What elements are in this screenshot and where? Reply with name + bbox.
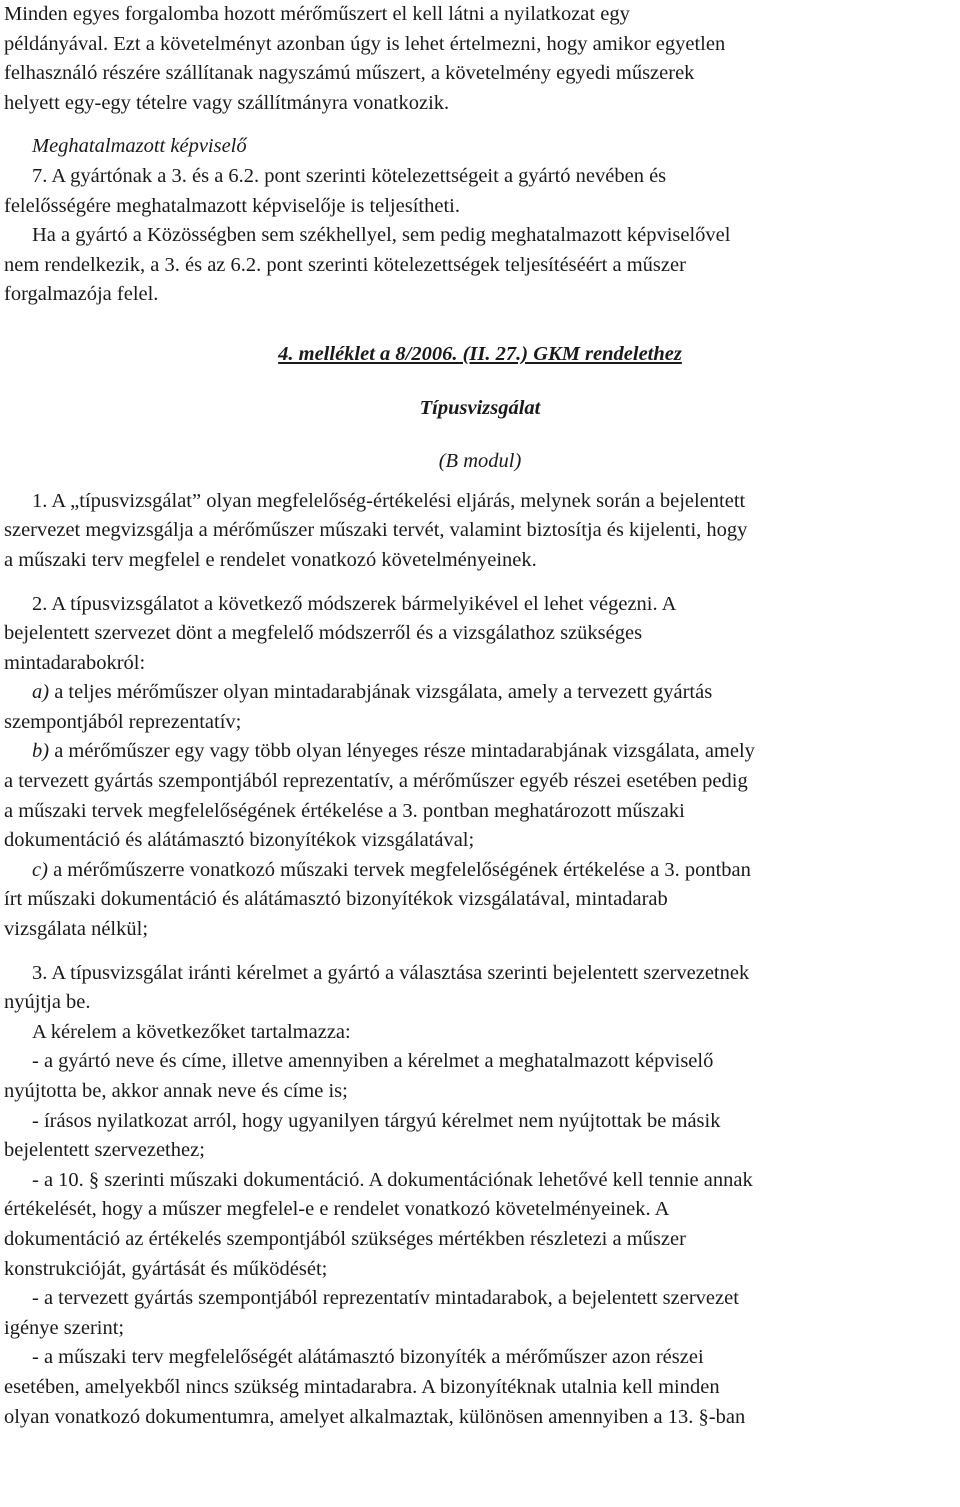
text-line: esetében, amelyekből nincs szükség mintadarabra. A bizonyítéknak utalnia kell minden (4, 1375, 720, 1398)
section-heading-representative: Meghatalmazott képviselő (32, 135, 247, 158)
list-item: - a műszaki terv megfelelőségét alátámasztó bizonyíték a mérőműszer azon részei (32, 1346, 704, 1369)
text-line: írt műszaki dokumentáció és alátámasztó bizonyítékok vizsgálatával, mintadarab (4, 888, 668, 911)
item-marker-c: c) (32, 858, 48, 881)
text-line: nem rendelkezik, a 3. és az 6.2. pont szerinti kötelezettségek teljesítéséért a műszer (4, 253, 686, 276)
text-line: példányával. Ezt a követelményt azonban úgy is lehet értelmezni, hogy amikor egyetlen (4, 32, 726, 55)
text-line: Minden egyes forgalomba hozott mérőműszert el kell látni a nyilatkozat egy (4, 3, 630, 25)
text-line: nyújtja be. (4, 991, 91, 1014)
text-line: Ha a gyártó a Közösségben sem székhellyel, sem pedig meghatalmazott képviselővel (32, 224, 731, 247)
text-line: bejelentett szervezethez; (4, 1139, 205, 1162)
list-item: - a 10. § szerinti műszaki dokumentáció. A dokumentációnak lehetővé kell tennie annak (32, 1168, 753, 1191)
document-page (4, 0, 956, 1432)
list-item-c (4, 856, 956, 886)
text-line: igénye szerint; (4, 1316, 125, 1339)
text-line: dokumentáció az értékelés szempontjából szükséges mértékben részletezi a műszer (4, 1227, 686, 1250)
list-item-a (4, 678, 956, 708)
text-line: felhasználó részére szállítanak nagyszámú műszert, a követelmény egyedi műszerek (4, 62, 695, 85)
text-line: bejelentett szervezet dönt a megfelelő módszerről és a vizsgálathoz szükséges (4, 622, 643, 645)
text-line: forgalmazója felel. (4, 283, 159, 306)
list-item: - a gyártó neve és címe, illetve amennyiben a kérelmet a meghatalmazott képviselő (32, 1050, 714, 1073)
text-line: szervezet megvizsgálja a mérőműszer műszaki tervét, valamint biztosítja és kijelenti, hogy (4, 519, 748, 542)
text-line: felelősségére meghatalmazott képviselője is teljesítheti. (4, 194, 460, 217)
text-line: 1. A „típusvizsgálat” olyan megfelelőség-értékelési eljárás, melynek során a bejelentett (32, 489, 746, 512)
text-line: olyan vonatkozó dokumentumra, amelyet alkalmaztak, különösen amennyiben a 13. §-ban (4, 1405, 746, 1428)
representative-section (4, 132, 956, 310)
text-line: A kérelem a következőket tartalmazza: (32, 1020, 351, 1043)
section-subtitle: (B modul) (438, 450, 522, 473)
paragraph-2 (4, 590, 956, 945)
text-line: konstrukcióját, gyártását és működését; (4, 1257, 328, 1280)
item-marker-a: a) (32, 681, 50, 704)
text-line: 3. A típusvizsgálat iránti kérelmet a gyártó a választása szerinti bejelentett szervezetnek (32, 961, 750, 984)
text-line: nyújtotta be, akkor annak neve és címe is; (4, 1080, 348, 1102)
list-item-b (4, 737, 956, 767)
text-line: mintadarabokról: (4, 651, 146, 674)
text-line: vizsgálata nélkül; (4, 918, 149, 941)
text-line: a tervezett gyártás szempontjából reprezentatív, a mérőműszer egyéb részei esetében pedig (4, 770, 748, 793)
item-text: a mérőműszerre vonatkozó műszaki tervek megfelelőségének értékelése a 3. pontban (47, 858, 751, 881)
text-line: dokumentáció és alátámasztó bizonyítékok vizsgálatával; (4, 829, 475, 852)
text-line: helyett egy-egy tételre vagy szállítmányra vonatkozik. (4, 91, 450, 114)
item-text: a teljes mérőműszer olyan mintadarabjának vizsgálata, amely a tervezett gyártás (49, 681, 713, 704)
text-line: 2. A típusvizsgálatot a következő módszerek bármelyikével el lehet végezni. A (32, 592, 677, 615)
list-item: - írásos nyilatkozat arról, hogy ugyanilyen tárgyú kérelmet nem nyújtottak be másik (32, 1109, 721, 1132)
text-line: a műszaki terv megfelel e rendelet vonatkozó követelményeinek. (4, 548, 537, 571)
list-item: - a tervezett gyártás szempontjából reprezentatív mintadarabok, a bejelentett szervezet (32, 1287, 739, 1310)
text-line: 7. A gyártónak a 3. és a 6.2. pont szerinti kötelezettségeit a gyártó nevében és (32, 164, 667, 187)
text-line: értékelését, hogy a műszer megfelel-e e rendelet vonatkozó követelményeinek. A (4, 1198, 670, 1221)
section-title: Típusvizsgálat (419, 396, 541, 419)
item-text: a mérőműszer egy vagy több olyan lényeges része mintadarabjának vizsgálata, amely (49, 740, 755, 763)
text-line: szempontjából reprezentatív; (4, 710, 242, 733)
paragraph-3 (4, 959, 956, 1433)
intro-paragraph (4, 0, 956, 118)
paragraph-1 (4, 487, 956, 576)
text-line: a műszaki tervek megfelelőségének értékelése a 3. pontban meghatározott műszaki (4, 799, 685, 822)
annex-title: 4. melléklet a 8/2006. (II. 27.) GKM rendelethez (278, 342, 682, 365)
item-marker-b: b) (32, 740, 50, 763)
